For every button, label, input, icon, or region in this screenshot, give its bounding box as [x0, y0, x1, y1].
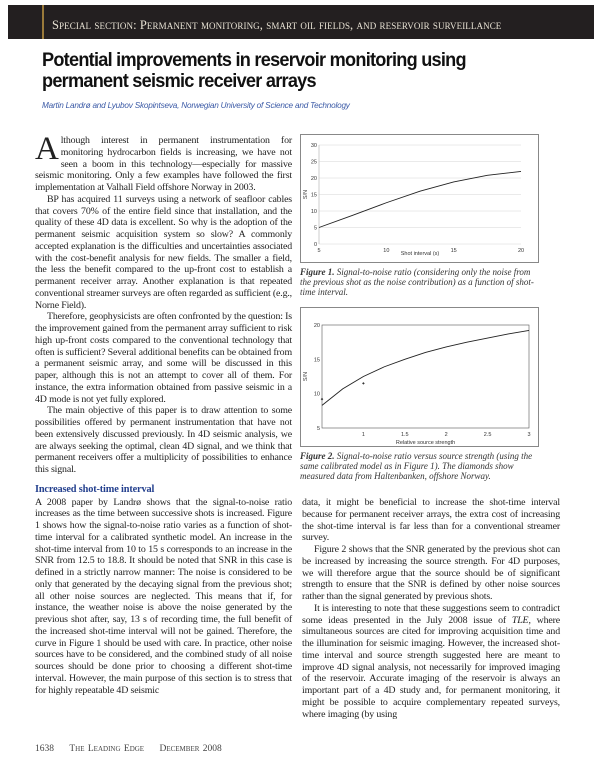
- figure-2: [300, 307, 539, 447]
- paragraph: [302, 603, 560, 721]
- x-axis-label: Shot interval (s): [400, 251, 440, 257]
- paragraph: BP has acquired 11 surveys using a network of seafloor cables that covers 70% of the entire field since that installation, and the quality of these 4D data is excellent. So why is the adoption of the permanent seismic acquisition system so slow? A commonly accepted explanation is the difficulties and uncertainties associated with the cost-benefit analysis for new fields. The smaller a field, the less the benefit compared to the up-front cost to establish a permanent receiver array. Another explanation is that repeated conventional streamer surveys are often regarded as sufficient (e.g., Norne Field).: [35, 193, 292, 311]
- y-tick-label: 5: [313, 225, 317, 232]
- section-title: Special section: Permanent monitoring, smart oil fields, and reservoir surveillance: [52, 18, 502, 32]
- x-tick-label: 2.5: [483, 432, 492, 438]
- paragraph-text: , where simultaneous sources are cited for improving acquisition time and the illumination for seismic imaging. However, the increased shot-time interval and source strength suggested here are meant to improve 4D signal analysis, not necessarily for improved imaging of the reservoir. Accurate imaging of the reservoir is always an important part of a 4D study and, for permanent monitoring, it might be possible to acquire complementary repeated surveys, where imaging (by using: [302, 614, 560, 720]
- y-tick-label: 10: [313, 391, 320, 398]
- paragraph-text: lthough interest in permanent instrumentation for monitoring hydrocarbon fields is increasing, we have not seen a boom in this technology—especially for massive seismic monitoring. Only a few examples have followed the first implementation at Valhall Field offshore Norway in 2003.: [35, 135, 292, 193]
- paragraph: The main objective of this paper is to draw attention to some possibilities offered by permanent instrumentation that have not been extensively discussed previously. In 4D seismic analysis, we are always seeking the optimal, clean 4D signal, and we think that permanent receivers offer a multiplicity of possibilities to enhance this signal.: [35, 405, 292, 475]
- journal-abbrev: TLE: [511, 614, 529, 626]
- y-axis-label: S/N: [303, 189, 309, 200]
- figure-1-chart: [301, 135, 540, 264]
- x-axis-label: Relative source strength: [395, 440, 456, 446]
- y-tick-label: 5: [316, 426, 320, 432]
- series-line: [322, 330, 529, 405]
- paragraph: [35, 131, 292, 194]
- journal-name: The Leading Edge: [69, 744, 145, 754]
- data-point-diamond: [321, 398, 324, 401]
- figure-1-caption: [300, 267, 540, 297]
- figure-1: [300, 134, 539, 263]
- y-tick-label: 20: [310, 176, 317, 182]
- section-heading: Increased shot-time interval: [35, 483, 155, 495]
- y-tick-label: 0: [313, 242, 317, 248]
- x-tick-label: 15: [450, 248, 457, 254]
- paragraph-text: It is interesting to note that these suggestions seem to contradict some ideas presented in the July 2008 issue of: [302, 602, 560, 626]
- series-line: [319, 171, 521, 227]
- caption-text: Signal-to-noise ratio versus source strength (using the same calibrated model as in Figure 1). The diamonds show measured data from Haltenbanken, offshore Norway.: [300, 451, 533, 481]
- paragraph: A 2008 paper by Landrø shows that the signal-to-noise ratio increases as the time between successive shots is increased. Figure 1 shows how the signal-to-noise ratio varies as a function of shot-time interval for a calibrated synthetic model. An increase in the shot-time interval from 10 to 15 s corresponds to an increase in the SNR from 12.5 to 18.8. It should be noted that SNR in this case is defined in a strictly narrow manner: The noise is considered to be only that generated by the decaying signal from the previous shot; all other noise sources are neglected. This means that if, for instance, the weather noise is above the noise generated by the previous shot after, say, 13 s of recording time, the full benefit of the increased shot-time interval will not be gained. Therefore, the curve in Figure 1 should be used with care. In practice, other noise sources have to be considered, and the combined study of all noise sources should be done prior to choosing a different shot-time interval. However, the main purpose of this section is to stress that for highly repeatable 4D seismic: [35, 496, 292, 696]
- y-tick-label: 20: [313, 323, 320, 329]
- page-number: 1638: [35, 744, 54, 754]
- x-tick-label: 5: [317, 248, 321, 254]
- figure-label: Figure 1.: [300, 267, 335, 277]
- section-header-bar: [8, 5, 594, 39]
- figure-label: Figure 2.: [300, 451, 335, 461]
- figure-2-chart: [301, 308, 540, 448]
- paragraph: data, it might be beneficial to increase the shot-time interval because for permanent receiver arrays, the extra cost of increasing the shot-time interval is far less than for a conventional streamer survey.: [302, 497, 560, 544]
- page-footer: [35, 744, 234, 754]
- left-column: [35, 131, 292, 696]
- x-tick-label: 10: [383, 248, 390, 254]
- y-tick-label: 15: [313, 357, 320, 364]
- header-accent: [42, 5, 44, 39]
- x-tick-label: 3: [527, 432, 531, 438]
- drop-cap: A: [35, 131, 59, 167]
- x-tick-label: 1: [361, 432, 365, 438]
- y-tick-label: 15: [310, 192, 317, 199]
- plot-frame: [322, 325, 529, 428]
- paragraph: Figure 2 shows that the SNR generated by the previous shot can be increased by increasing the source strength. For 4D purposes, we will therefore argue that the source should be of significant strength to ensure that the SNR is defined by other noise sources rather than the signal generated by previous shots.: [302, 544, 560, 602]
- data-point-diamond: [362, 382, 365, 385]
- paragraph: Therefore, geophysicists are often confronted by the question: Is the improvement gained from the permanent array sufficient to risk high up-front costs compared to the conventional technology that often is sufficient? Several additional benefits can be obtained from a permanent seismic array, and some will be discussed in this paper, although this is not an attempt to cover all of them. For instance, the extra information obtained from passive seismic in a 4D mode is not yet fully explored.: [35, 311, 292, 405]
- y-axis-label: S/N: [303, 371, 309, 382]
- right-column: [302, 497, 560, 720]
- y-tick-label: 10: [310, 209, 317, 215]
- article-authors: Martin Landrø and Lyubov Skopintseva, Norwegian University of Science and Technology: [42, 101, 350, 110]
- figure-2-caption: [300, 451, 540, 481]
- x-tick-label: 1.5: [400, 432, 409, 438]
- x-tick-label: 20: [517, 248, 525, 254]
- caption-text: Signal-to-noise ratio (considering only the noise from the previous shot as the noise contribution) as a function of shot-time interval.: [300, 267, 534, 297]
- article-title: Potential improvements in reservoir monitoring using permanent seismic receiver arrays: [42, 49, 466, 92]
- y-tick-label: 30: [310, 143, 317, 149]
- y-tick-label: 25: [310, 159, 317, 166]
- issue-date: December 2008: [159, 744, 222, 754]
- x-tick-label: 2: [444, 432, 448, 438]
